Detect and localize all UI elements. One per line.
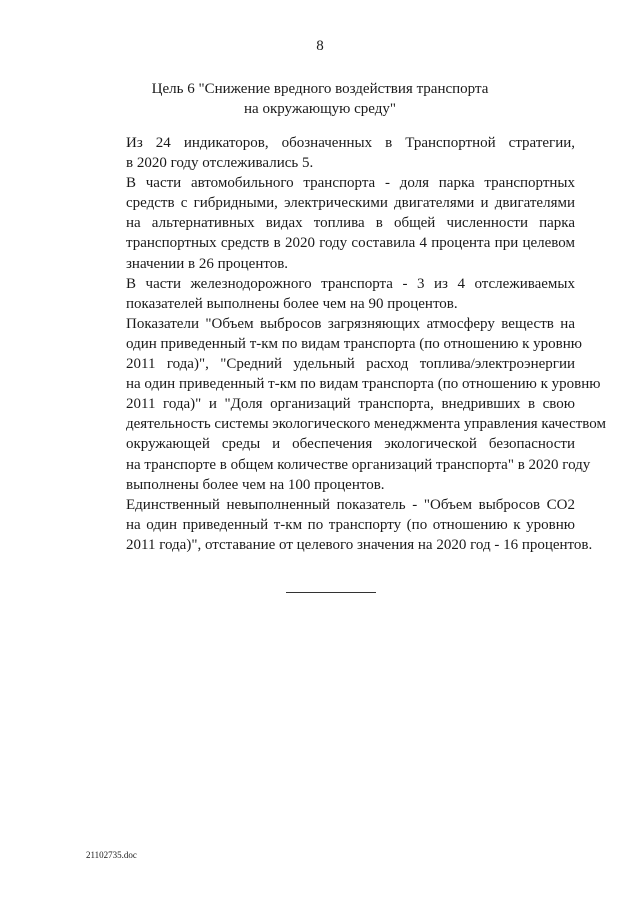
page-number: 8: [316, 38, 324, 54]
paragraph-line: один приведенный т-км по видам транспорта (по отношению к уровню: [126, 335, 582, 352]
paragraph-line: в 2020 году отслеживались 5.: [126, 155, 314, 172]
paragraph-automobile: [88, 173, 575, 273]
paragraph-line: 2011 года)" и "Доля организаций транспорта, внедривших в свою: [126, 396, 575, 413]
body-text: [88, 133, 606, 555]
paragraph-unfulfilled: [88, 495, 593, 555]
section-title-line-2: на окружающую среду": [244, 101, 396, 117]
paragraph-line: Единственный невыполненный показатель - "Объем выбросов СО2: [126, 496, 575, 513]
paragraph-line: на транспорте в общем количестве организаций транспорта" в 2020 году: [126, 456, 591, 473]
paragraph-indicators-fulfilled: [88, 314, 606, 495]
section-title-line-1: Цель 6 "Снижение вредного воздействия транспорта: [151, 81, 489, 97]
paragraph-line: В части железнодорожного транспорта - 3 из 4 отслеживаемых: [126, 275, 575, 292]
paragraph-line: транспортных средств в 2020 году составила 4 процента при целевом: [126, 235, 575, 252]
paragraph-line: Показатели "Объем выбросов загрязняющих атмосферу веществ на: [126, 315, 575, 332]
paragraph-indicators: [88, 133, 575, 173]
section-divider: [286, 592, 376, 593]
section-title: [80, 79, 560, 119]
paragraph-line: деятельность системы экологического менеджмента управления качеством: [126, 416, 606, 433]
paragraph-railway: [88, 274, 575, 314]
paragraph-line: значении в 26 процентов.: [126, 255, 289, 272]
paragraph-line: на один приведенный т-км по транспорту (по отношению к уровню: [126, 516, 575, 533]
paragraph-line: 2011 года)", "Средний удельный расход топлива/электроэнергии: [126, 356, 575, 373]
paragraph-line: выполнены более чем на 100 процентов.: [126, 476, 385, 493]
paragraph-line: показателей выполнены более чем на 90 процентов.: [126, 295, 458, 312]
paragraph-line: В части автомобильного транспорта - доля парка транспортных: [126, 175, 575, 192]
document-id: 21102735.doc: [86, 850, 137, 860]
paragraph-line: 2011 года)", отставание от целевого значения на 2020 год - 16 процентов.: [126, 536, 593, 553]
paragraph-line: средств с гибридными, электрическими двигателями и двигателями: [126, 195, 575, 212]
paragraph-line: окружающей среды и обеспечения экологической безопасности: [126, 436, 575, 453]
paragraph-line: на альтернативных видах топлива в общей численности парка: [126, 215, 575, 232]
paragraph-line: на один приведенный т-км по видам транспорта (по отношению к уровню: [126, 376, 601, 393]
paragraph-line: Из 24 индикаторов, обозначенных в Транспортной стратегии,: [126, 135, 575, 151]
